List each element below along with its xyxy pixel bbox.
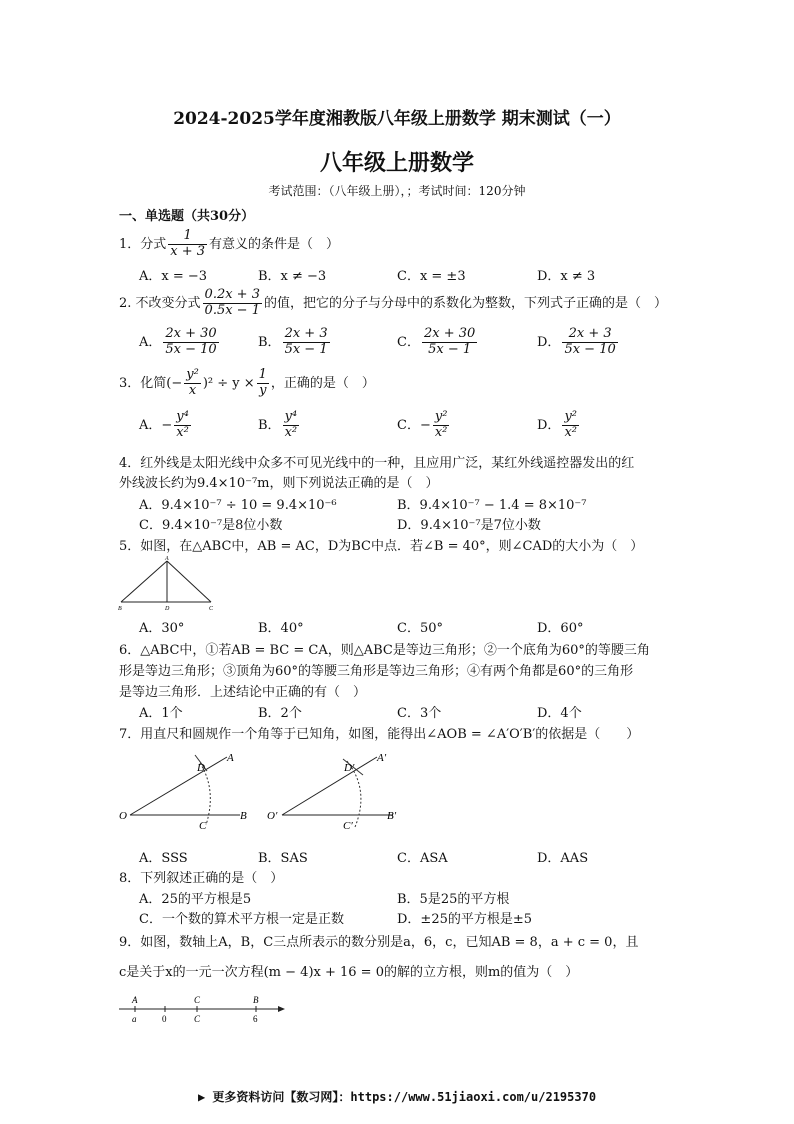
q7-figure-1 — [119, 752, 247, 832]
q7-figure-2 — [267, 752, 397, 832]
question-6-line-1: 6．△ABC中，①若AB = BC = CA，则△ABC是等边三角形；②一个底角为60°的等腰三角 — [119, 643, 650, 658]
q9-tick-0: 0 — [162, 1014, 167, 1024]
q8-option-d[interactable]: D．±25的平方根是±5 — [397, 912, 533, 927]
section-heading: 一、单选题（共30分） — [119, 209, 255, 224]
q9-label-B: B — [253, 995, 259, 1005]
q9-tick-c: C — [194, 1014, 201, 1024]
q7-angle-figures — [115, 745, 415, 837]
svg-text:C: C — [199, 820, 207, 832]
q2-option-d[interactable]: D． $\frac{2x + 3}{5x - 10}$ — [537, 326, 616, 357]
svg-text:D′: D′ — [344, 762, 355, 774]
question-4-line-2: 外线波长约为9.4×10⁻⁷m，则下列说法正确的是（ ） — [119, 476, 439, 491]
q5-label-b: B — [118, 606, 122, 612]
q2-fraction: $\frac{0.2x + 3}{0.5x - 1}$ — [204, 287, 260, 318]
q4-option-d[interactable]: D．9.4×10⁻⁷是7位小数 — [397, 518, 541, 533]
question-9-line-2: c是关于x的一元一次方程(m − 4)x + 16 = 0的解的立方根，则m的值为（ ） — [119, 965, 579, 980]
q8-option-a[interactable]: A．25的平方根是5 — [139, 892, 252, 907]
q5-option-c[interactable]: C．50° — [397, 621, 443, 636]
question-3: 3．化简(− $\frac{\text{y²}}{x}$ )² ÷ y × $\frac{1}{y}$ ，正确的是（ ） — [119, 367, 375, 398]
q3-option-a[interactable]: A．− $\frac{\text{y⁴}}{\text{x²}}$ — [139, 409, 189, 440]
q1-stem-pre: 1．分式 — [119, 236, 167, 252]
question-8: 8．下列叙述正确的是（ ） — [119, 871, 284, 886]
q5-edge-ac — [167, 561, 211, 602]
q5-option-a[interactable]: A．30° — [139, 621, 185, 636]
svg-text:O′: O′ — [267, 810, 278, 822]
q6-option-b[interactable]: B．2个 — [258, 706, 302, 721]
svg-text:C′: C′ — [343, 820, 353, 832]
question-4-line-1: 4．红外线是太阳光线中众多不可见光线中的一种，且应用广泛，某红外线遥控器发出的红 — [119, 456, 635, 471]
svg-text:B: B — [240, 810, 247, 822]
question-2: 2. 不改变分式 $\frac{0.2x + 3}{0.5x - 1}$ 的值，把它的分子与分母中的系数化为整数，下列式子正确的是（ ） — [119, 287, 667, 318]
q5-option-d[interactable]: D．60° — [537, 621, 584, 636]
q2-option-a[interactable]: A． $\frac{2x + 30}{5x - 10}$ — [139, 326, 217, 357]
q5-label-d: D — [165, 606, 170, 612]
q4-option-b[interactable]: B．9.4×10⁻⁷ − 1.4 = 8×10⁻⁷ — [397, 498, 587, 513]
q6-option-a[interactable]: A．1个 — [139, 706, 183, 721]
q3-option-b[interactable]: B． $\frac{\text{y⁴}}{\text{x²}}$ — [258, 409, 298, 440]
question-9-line-1: 9．如图，数轴上A，B，C三点所表示的数分别是a，6，c，已知AB = 8，a + c = 0，且 — [119, 935, 639, 950]
document-title: 2024-2025学年度湘教版八年级上册数学 期末测试（一） — [173, 109, 621, 129]
q9-tick-a: a — [132, 1014, 137, 1024]
question-1 — [119, 229, 339, 260]
svg-text:D: D — [197, 762, 205, 774]
q7-option-b[interactable]: B．SAS — [258, 851, 308, 866]
svg-text:A′: A′ — [377, 752, 387, 764]
question-6-line-3: 是等边三角形．上述结论中正确的有（ ） — [119, 685, 367, 700]
q2-option-b[interactable]: B． $\frac{2x + 3}{5x - 1}$ — [258, 326, 328, 357]
q1-option-c[interactable]: C．x = ±3 — [397, 269, 466, 284]
q1-option-d[interactable]: D．x ≠ 3 — [537, 269, 596, 284]
svg-text:O: O — [119, 810, 127, 822]
q1-option-b[interactable]: B．x ≠ −3 — [258, 269, 327, 284]
question-6-line-2: 形是等边三角形；③顶角为60°的等腰三角形是等边三角形；④有两个角都是60°的三角形 — [119, 664, 634, 679]
q8-option-b[interactable]: B．5是25的平方根 — [397, 892, 510, 907]
q6-option-c[interactable]: C．3个 — [397, 706, 442, 721]
question-7: 7．用直尺和圆规作一个角等于已知角，如图，能得出∠AOB = ∠A′O′B′的依据是（ ） — [119, 727, 640, 742]
q4-option-a[interactable]: A．9.4×10⁻⁷ ÷ 10 = 9.4×10⁻⁶ — [139, 498, 337, 513]
q2-option-c[interactable]: C． $\frac{2x + 30}{5x - 1}$ — [397, 326, 476, 357]
question-5: 5．如图，在△ABC中，AB = AC，D为BC中点．若∠B = 40°，则∠CAD的大小为（ ） — [119, 539, 644, 554]
q5-label-a: A — [165, 556, 169, 562]
q5-triangle-figure — [115, 555, 220, 613]
q1-fraction: $\frac{1}{x + 3}$ — [170, 228, 206, 259]
subject-title: 八年级上册数学 — [319, 150, 474, 176]
exam-info: 考试范围：（八年级上册），；考试时间：120分钟 — [268, 184, 526, 198]
q6-option-d[interactable]: D．4个 — [537, 706, 582, 721]
q5-option-b[interactable]: B．40° — [258, 621, 304, 636]
q9-number-line — [115, 994, 290, 1026]
q3-option-c[interactable]: C．− $\frac{\text{y²}}{\text{x²}}$ — [397, 409, 448, 440]
q1-stem-post: 有意义的条件是（ ） — [209, 236, 340, 252]
q9-label-C: C — [194, 995, 201, 1005]
q7-option-a[interactable]: A．SSS — [139, 851, 188, 866]
q5-label-c: C — [209, 606, 214, 612]
q3-option-d[interactable]: D． $\frac{\text{y²}}{\text{x²}}$ — [537, 409, 577, 440]
q7-option-c[interactable]: C．ASA — [397, 851, 448, 866]
svg-text:A: A — [227, 752, 234, 764]
q8-option-c[interactable]: C．一个数的算术平方根一定是正数 — [139, 912, 344, 927]
q9-tick-6: 6 — [253, 1014, 258, 1024]
footer-link[interactable]: ▶ 更多资料访问【数习网】：https://www.51jiaoxi.com/u/2195370 — [197, 1090, 597, 1104]
q1-option-a[interactable]: A．x = −3 — [139, 269, 208, 284]
q5-edge-ab — [121, 561, 167, 602]
q4-option-c[interactable]: C．9.4×10⁻⁷是8位小数 — [139, 518, 283, 533]
q9-label-A: A — [132, 995, 138, 1005]
q7-option-d[interactable]: D．AAS — [537, 851, 589, 866]
svg-text:B′: B′ — [387, 810, 397, 822]
